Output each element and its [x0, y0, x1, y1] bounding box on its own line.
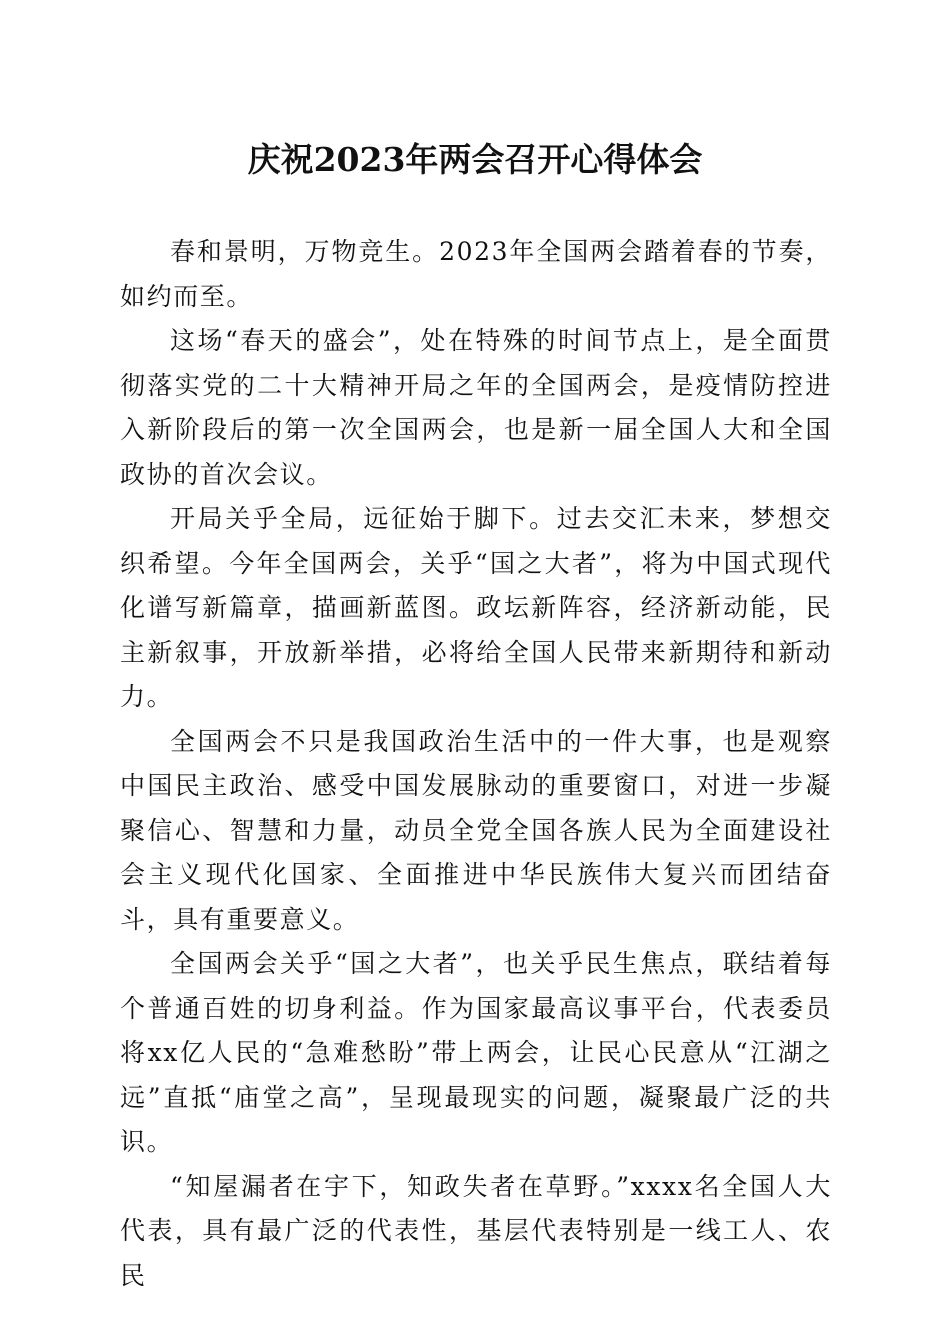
- paragraph-1: 春和景明，万物竞生。2023年全国两会踏着春的节奏，如约而至。: [120, 237, 832, 311]
- paragraph-4: 全国两会不只是我国政治生活中的一件大事，也是观察中国民主政治、感受中国发展脉动的重要窗口，对进一步凝聚信心、智慧和力量，动员全党全国各族人民为全面建设社会主义现代化国家、全面推进中华民族伟大复兴而团结奋斗，具有重要意义。: [120, 726, 832, 934]
- paragraph-5: 全国两会关乎“国之大者”，也关乎民生焦点，联结着每个普通百姓的切身利益。作为国家最高议事平台，代表委员将xx亿人民的“急难愁盼”带上两会，让民心民意从“江湖之远”直抵“庙堂之高”，呈现最现实的问题，凝聚最广泛的共识。: [120, 949, 832, 1156]
- paragraph-3: 开局关乎全局，远征始于脚下。过去交汇未来，梦想交织希望。今年全国两会，关乎“国之大者”，将为中国式现代化谱写新篇章，描画新蓝图。政坛新阵容，经济新动能，民主新叙事，开放新举措，必将给全国人民带来新期待和新动力。: [120, 504, 832, 711]
- paragraph-6: “知屋漏者在宇下，知政失者在草野。”xxxx名全国人大代表，具有最广泛的代表性，基层代表特别是一线工人、农民: [120, 1171, 832, 1290]
- document-title: 庆祝2023年两会召开心得体会: [247, 140, 703, 179]
- paragraph-2: 这场“春天的盛会”，处在特殊的时间节点上，是全面贯彻落实党的二十大精神开局之年的全国两会，是疫情防控进入新阶段后的第一次全国两会，也是新一届全国人大和全国政协的首次会议。: [120, 326, 832, 489]
- document-body: [120, 230, 832, 1298]
